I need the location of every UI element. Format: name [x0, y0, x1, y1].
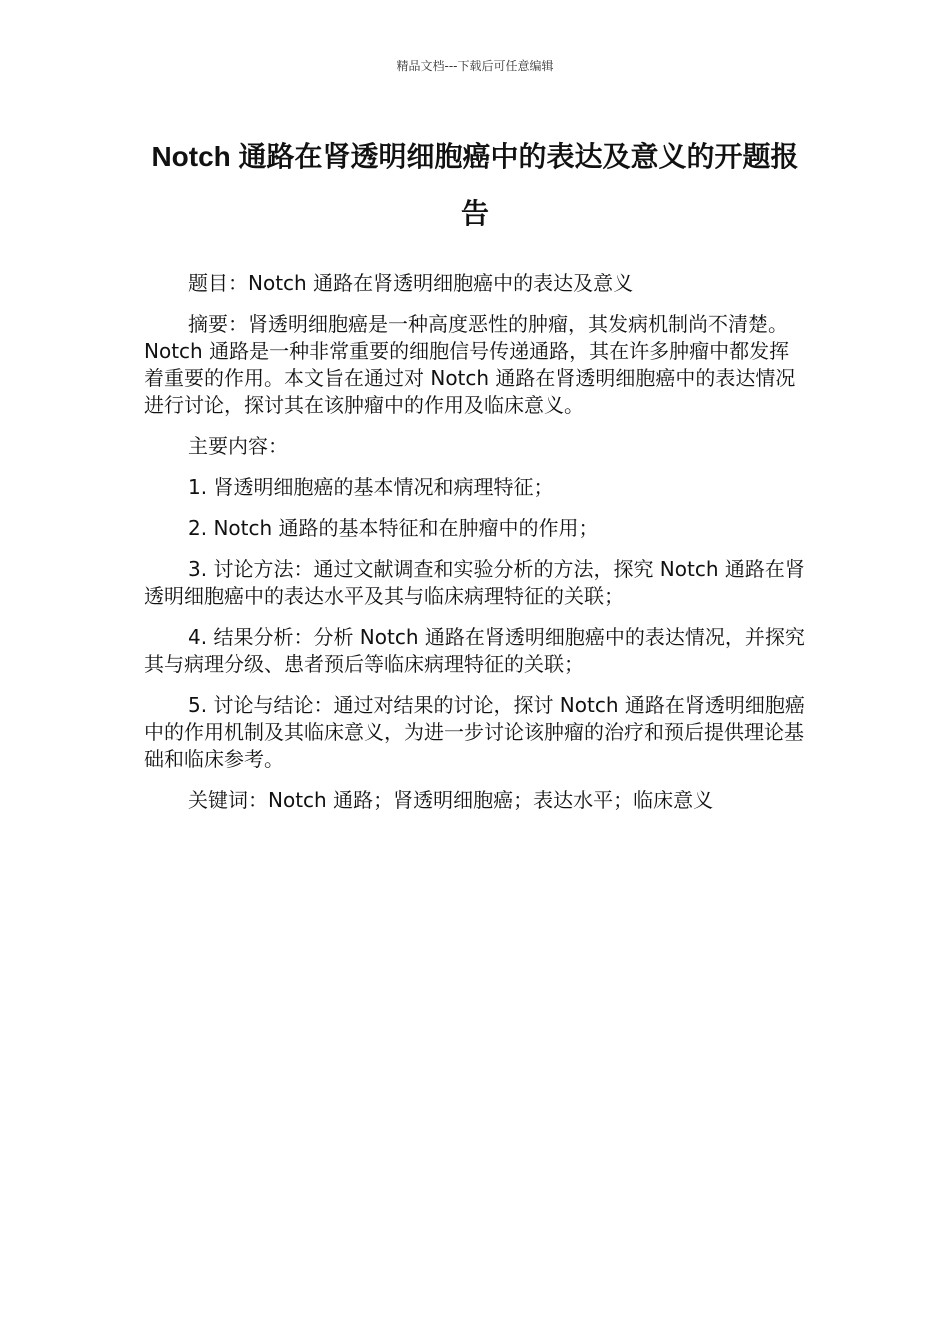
- content-item-2: 2. Notch 通路的基本特征和在肿瘤中的作用；: [188, 516, 599, 540]
- document-body: [144, 270, 806, 828]
- content-item-5: 5. 讨论与结论：通过对结果的讨论，探讨 Notch 通路在肾透明细胞癌中的作用机制及其临床意义，为进一步讨论该肿瘤的治疗和预后提供理论基础和临床参考。: [144, 693, 805, 771]
- content-item-1: 1. 肾透明细胞癌的基本情况和病理特征；: [188, 475, 554, 499]
- abstract-paragraph: 摘要：肾透明细胞癌是一种高度恶性的肿瘤，其发病机制尚不清楚。Notch 通路是一种非常重要的细胞信号传递通路，其在许多肿瘤中都发挥着重要的作用。本文旨在通过对 Notch 通路在肾透明细胞癌中的表达情况进行讨论，探讨其在该肿瘤中的作用及临床意义。: [144, 312, 796, 417]
- topic-paragraph: 题目：Notch 通路在肾透明细胞癌中的表达及意义: [188, 271, 634, 295]
- page-header-note: 精品文档---下载后可任意编辑: [396, 59, 554, 73]
- main-content-heading: 主要内容：: [188, 434, 288, 458]
- content-item-3: 3. 讨论方法：通过文献调查和实验分析的方法，探究 Notch 通路在肾透明细胞癌中的表达水平及其与临床病理特征的关联；: [144, 557, 805, 608]
- content-item-4: 4. 结果分析：分析 Notch 通路在肾透明细胞癌中的表达情况，并探究其与病理分级、患者预后等临床病理特征的关联；: [144, 625, 805, 676]
- document-title: Notch 通路在肾透明细胞癌中的表达及意义的开题报告: [151, 141, 799, 229]
- keywords-paragraph: 关键词：Notch 通路；肾透明细胞癌；表达水平；临床意义: [188, 788, 714, 812]
